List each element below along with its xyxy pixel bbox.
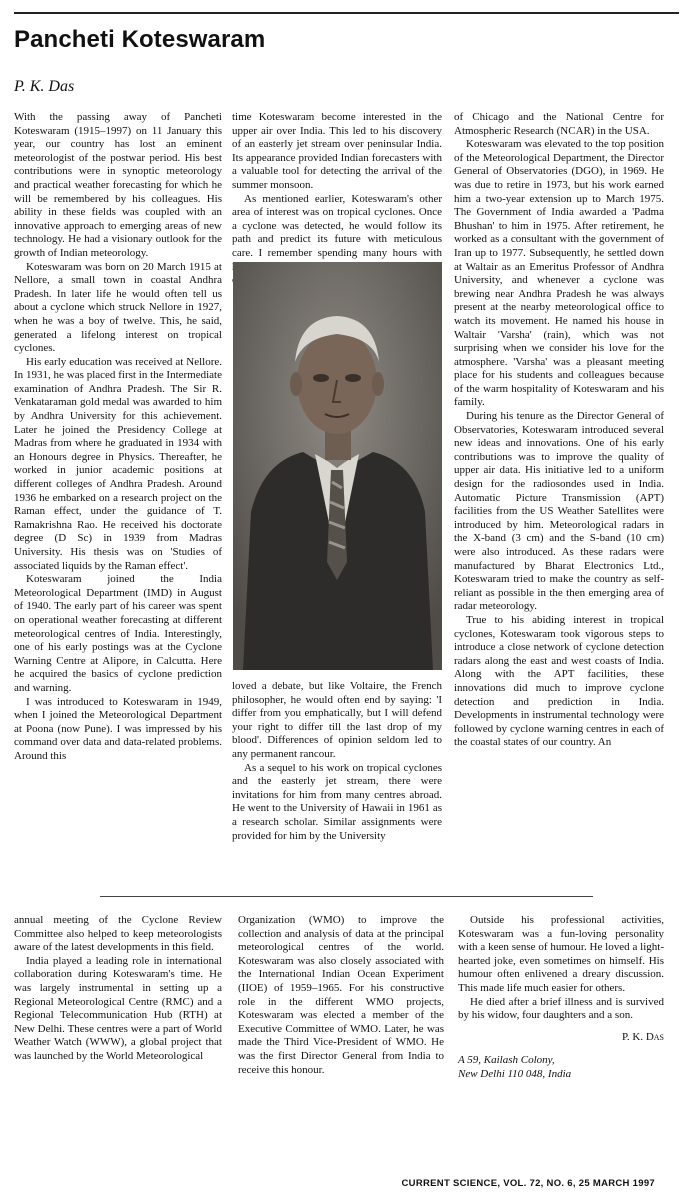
lower-column-1 [14, 914, 222, 1064]
paragraph: True to his abiding interest in tropical cyclones, Koteswaram took vigorous steps to introduce a close network of cyclone detection radars along the east and west coasts of India. Along with the APT facilities, these innovations did much to improve cyclone detection and prediction in India. Developments in instrumental technology were followed by cyclone warning centres in each of the coastal states of our country. An [454, 613, 664, 749]
paragraph: time Koteswaram become interested in the upper air over India. This led to his discovery of an easterly jet stream over peninsular India. Its appearance provided Indian forecasters with a valuable tool for detecting the arrival of the summer monsoon. [232, 111, 442, 191]
paragraph: As mentioned earlier, Koteswaram's other area of interest was on tropical cyclones. Once a cyclone was detected, he would follow its path and predict its future with meticulous care. I remember spending many hours with [232, 192, 442, 259]
lower-column-3 [458, 914, 664, 1082]
column-1 [14, 111, 222, 764]
column-2-bottom [232, 680, 442, 843]
paragraph: Koteswaram joined the India Meteorological Department (IMD) in August of 1940. The early part of his career was spent on operational weather forecasting at different meteorological centres of India. Interestingly, one of his early postings was at the Cyclone Warning Centre at Alipore, in Calcutta. Here he acquired the basics of cyclone prediction and warning. [14, 573, 222, 694]
portrait-photo [233, 262, 442, 670]
paragraph: During his tenure as the Director General of Observatories, Koteswaram introduced several new ideas and innovations. One of his early contributions was to improve the quality of upper air data. His initiative led to a uniform design for the radiosondes used in India. Automatic Picture Transmission (APT) facilities from the US Weather Satellites were introduced by him. Meteorological radars in the X-band (3 cm) and the S-band (10 cm) were also introduced. As these radars were manufactured by Bharat Electronics Ltd., Koteswaram tried to make the country as self-reliant as possible in the then emerging area of radar meteorology. [454, 410, 664, 613]
journal-footer: CURRENT SCIENCE, VOL. 72, NO. 6, 25 MARCH 1997 [401, 1178, 655, 1189]
paragraph: He died after a brief illness and is survived by his widow, four daughters and a son. [458, 995, 664, 1022]
lower-column-2 [238, 914, 444, 1077]
paragraph: With the passing away of Pancheti Koteswaram (1915–1997) on 11 January this year, our country has lost an eminent meteorologist of the postwar period. His best contributions were in synoptic meteorology and practical weather forecasting for which he will be remembered by his colleagues. His ability in these fields was coupled with an innovative approach to emerging areas of new technology. He had a visionary outlook for the growth of Indian meteorology. [14, 111, 222, 259]
paragraph: India played a leading role in international collaboration during Koteswaram's time. He was largely instrumental in setting up a Regional Meteorological Centre (RMC) and a Regional Telecommunication Hub (RTH) at New Delhi. These centres were a part of World Weather Watch (WWW), a global project that was launched by the World Meteorological [14, 954, 222, 1062]
paragraph: annual meeting of the Cyclone Review Committee also helped to keep meteorologists aware of the latest developments in this field. [14, 914, 222, 954]
paragraph: loved a debate, but like Voltaire, the French philosopher, he would often end by saying: 'I differ from you emphatically, but I will defend your right to differ till the last drop of my blood'. Differences of opinion seldom led to any permanent rancour. [232, 680, 442, 760]
paragraph: Organization (WMO) to improve the collection and analysis of data at the principal meteorological centres of the world. Koteswaram was also closely associated with the International Indian Ocean Experiment (IIOE) of 1959–1965. For his constructive role in the different WMO projects, Koteswaram was elected a member of the Executive Committee of WMO. Later, he was made the Third Vice-President of WMO. He was the first Director General from India to receive this honour. [238, 914, 444, 1076]
top-rule [14, 12, 679, 14]
paragraph: Outside his professional activities, Koteswaram was a fun-loving personality with a keen sense of humour. He loved a light-hearted joke, even sometimes on himself. His humour often enlivened a dreary discussion. This made life much easier for others. [458, 914, 664, 994]
paragraph: His early education was received at Nellore. In 1931, he was placed first in the Intermediate examination of Andhra Pradesh. The Sir R. Venkataraman gold medal was awarded to him by Andhra University for this achievement. Later he joined the Presidency College at Madras from where he graduated in 1934 with an Honours degree in Physics. Thereafter, he worked in junior academic positions at different colleges of Andhra Pradesh. Around 1936 he embarked on a research project on the Raman effect, under the guidance of T. Ramakrishna Rao. He received his doctorate degree (D Sc) in 1939 from Madras University. His thesis was on 'Studies of associated liquids by the Raman effect'. [14, 355, 222, 572]
address-line: A 59, Kailash Colony, [458, 1054, 555, 1067]
article-title: Pancheti Koteswaram [14, 26, 266, 53]
paragraph: I was introduced to Koteswaram in 1949, when I joined the Meteorological Department at Poona (now Pune). I was impressed by his command over data and data-related problems. Around this [14, 695, 222, 762]
section-rule [100, 896, 593, 897]
address-line: New Delhi 110 048, India [458, 1067, 572, 1080]
signature: P. K. Das [621, 1030, 664, 1043]
paragraph: As a sequel to his work on tropical cyclones and the easterly jet stream, there were invitations for him from many centres abroad. He went to the University of Hawaii in 1961 as a research scholar. Similar assignments were provided for him by the University [232, 761, 442, 842]
article-author: P. K. Das [14, 78, 75, 95]
column-3 [454, 111, 664, 750]
address [458, 1054, 664, 1081]
paragraph: of Chicago and the National Centre for Atmospheric Research (NCAR) in the USA. [454, 111, 664, 137]
portrait-illustration [233, 262, 442, 670]
paragraph: Koteswaram was elevated to the top position of the Meteorological Department, the Director General of Observatories (DGO), in 1969. He was due to retire in 1973, but his work earned him a two-year extension up to March 1975. The Government of India awarded a 'Padma Bhushan' to him in 1975. After retirement, he worked as a consultant with the government of Iran up to 1977. Subsequently, he settled down at Waltair as an Emeritus Professor of Andhra University, and whenever a cyclone was brewing near Andhra Pradesh he was always present at the nearby meteorological office to watch its movement. He named his house in Waltair 'Varsha' (rain), which was not surprising when we consider his love for the atmosphere. 'Varsha' was a pleasant meeting place for his students and colleagues because of the warm hospitality of Koteswaram and his family. [454, 138, 664, 409]
paragraph: Koteswaram was born on 20 March 1915 at Nellore, a small town in coastal Andhra Pradesh. In later life he would often tell us about a cyclone which struck Nellore in 1927, when he was a boy of twelve. This, he said, generated a lifelong interest on tropical cyclones. [14, 260, 222, 355]
